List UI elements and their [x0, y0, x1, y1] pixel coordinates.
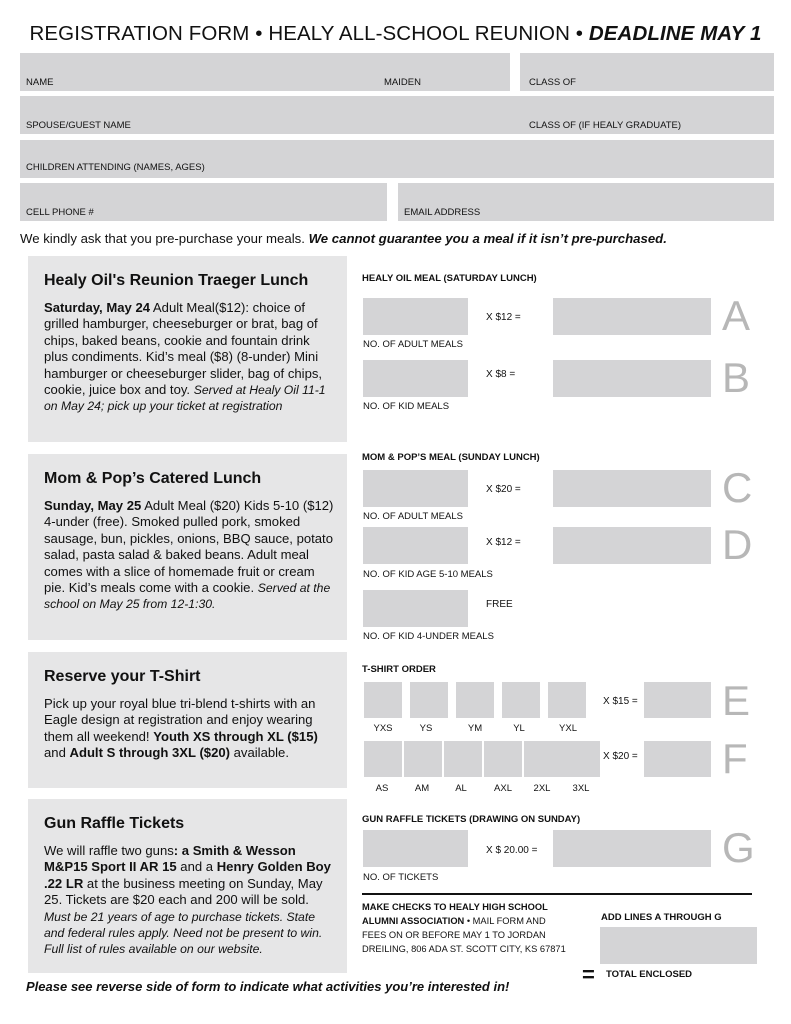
- healy-kid-label: NO. OF KID MEALS: [363, 401, 450, 412]
- equals-sign: =: [582, 962, 595, 987]
- adult-2xl-input[interactable]: [524, 741, 562, 777]
- raffle-qty-input[interactable]: [363, 830, 468, 867]
- line-d-total-input[interactable]: [553, 527, 711, 564]
- name-label: NAME: [26, 77, 54, 88]
- traeger-lunch-panel: [28, 256, 347, 442]
- catered-date: Sunday, May 25: [44, 498, 142, 513]
- youth-calc: X $15 =: [603, 696, 638, 707]
- size-label: 3XL: [572, 783, 590, 794]
- meal-note-plain: We kindly ask that you pre-purchase your meals.: [20, 231, 309, 246]
- mom-kid-calc: X $12 =: [486, 537, 521, 548]
- size-label: 2XL: [533, 783, 551, 794]
- healy-adult-calc: X $12 =: [486, 312, 521, 323]
- name-field[interactable]: [20, 53, 510, 91]
- meal-note-emphasis: We cannot guarantee you a meal if it isn’t pre-purchased.: [308, 231, 667, 246]
- mom-adult-label: NO. OF ADULT MEALS: [363, 511, 463, 522]
- size-label: AL: [455, 783, 467, 794]
- mom-under-label: NO. OF KID 4-UNDER MEALS: [363, 631, 494, 642]
- class-of-field[interactable]: [520, 53, 774, 91]
- line-f-total-input[interactable]: [644, 741, 711, 777]
- raffle-calc: X $ 20.00 =: [486, 845, 538, 856]
- raffle-body3: at the business meeting on Sunday, May 25. Tickets are $20 each and 200 will be sold.: [44, 875, 323, 908]
- mom-under-qty-input[interactable]: [363, 590, 468, 627]
- healy-adult-label: NO. OF ADULT MEALS: [363, 339, 463, 350]
- catered-served: Served at the school on May 25 from 12-1:30.: [44, 581, 331, 612]
- raffle-gun1: : a Smith & Wesson M&P15 Sport II AR 15: [44, 843, 296, 875]
- tshirt-and: and: [44, 745, 70, 761]
- youth-s-input[interactable]: [410, 682, 448, 718]
- size-label: AM: [414, 783, 430, 794]
- adult-m-input[interactable]: [404, 741, 442, 777]
- raffle-title: Gun Raffle Tickets: [44, 815, 185, 832]
- line-b-letter: B: [722, 354, 751, 401]
- youth-xs-input[interactable]: [364, 682, 402, 718]
- tshirt-available: available.: [230, 745, 289, 761]
- line-f-letter: F: [722, 735, 748, 782]
- mom-kid-label: NO. OF KID AGE 5-10 MEALS: [363, 569, 493, 580]
- raffle-order-heading: GUN RAFFLE TICKETS (DRAWING ON SUNDAY): [362, 814, 581, 825]
- footer-note: Please see reverse side of form to indicate what activities you’re interested in!: [26, 979, 510, 994]
- check-mailing: • MAIL FORM AND FEES ON OR BEFORE MAY 1 TO JORDAN DREILING, 806 ADA ST. SCOTT CITY, KS 67871: [362, 916, 566, 954]
- check-payee: MAKE CHECKS TO HEALY HIGH SCHOOL ALUMNI ASSOCIATION: [362, 902, 548, 926]
- adult-xl-input[interactable]: [484, 741, 522, 777]
- healy-adult-qty-input[interactable]: [363, 298, 468, 335]
- check-instructions: [362, 900, 567, 956]
- title-deadline: DEADLINE MAY 1: [588, 22, 762, 45]
- traeger-body: Adult Meal($12): choice of grilled hamburger, cheeseburger or brat, bag of chips, baked beans, cookie and fountain drink plus condiments. Kid’s meal ($8) (8-under) Mini hamburger or cheeseburger slider, bag of chips, cookie, juice box and toy.: [44, 300, 323, 398]
- adult-calc: X $20 =: [603, 751, 638, 762]
- spouse-field[interactable]: [20, 96, 774, 134]
- size-label: YL: [513, 723, 525, 734]
- line-b-total-input[interactable]: [553, 360, 711, 397]
- divider: [362, 893, 752, 895]
- raffle-description: [44, 843, 336, 958]
- raffle-body2: and a: [176, 859, 217, 875]
- maiden-label: MAIDEN: [384, 77, 421, 88]
- youth-xl-input[interactable]: [548, 682, 586, 718]
- size-label: YXL: [559, 723, 577, 734]
- tshirt-body: Pick up your royal blue tri-blend t-shirts with an Eagle design at registration and enjoy wearing them all weekend!: [44, 696, 316, 744]
- mom-under-calc: FREE: [486, 599, 513, 610]
- children-label: CHILDREN ATTENDING (NAMES, AGES): [26, 162, 205, 173]
- tshirt-description: [44, 696, 336, 762]
- size-label: YXS: [373, 723, 393, 734]
- cell-phone-label: CELL PHONE #: [26, 207, 94, 218]
- traeger-served: Served at Healy Oil 11-1 on May 24; pick up your ticket at registration: [44, 383, 326, 414]
- cell-phone-field[interactable]: [20, 183, 387, 221]
- email-label: EMAIL ADDRESS: [404, 207, 481, 218]
- raffle-panel: [28, 799, 347, 973]
- tshirt-youth-price: Youth XS through XL ($15): [153, 728, 318, 744]
- traeger-title: Healy Oil's Reunion Traeger Lunch: [44, 272, 309, 289]
- line-c-total-input[interactable]: [553, 470, 711, 507]
- line-g-total-input[interactable]: [553, 830, 711, 867]
- adult-s-input[interactable]: [364, 741, 402, 777]
- spouse-label: SPOUSE/GUEST NAME: [26, 120, 131, 131]
- mom-adult-qty-input[interactable]: [363, 470, 468, 507]
- title-main: REGISTRATION FORM • HEALY ALL-SCHOOL REUNION •: [29, 22, 589, 45]
- raffle-gun2: Henry Golden Boy .22 LR: [44, 859, 331, 891]
- total-enclosed-label: TOTAL ENCLOSED: [606, 969, 693, 980]
- catered-title: Mom & Pop’s Catered Lunch: [44, 470, 262, 487]
- catered-lunch-panel: [28, 454, 347, 640]
- raffle-rules: Must be 21 years of age to purchase tickets. State and federal rules apply. Need not be present to win. Full list of rules available on our website.: [44, 909, 323, 957]
- children-field[interactable]: [20, 140, 774, 178]
- line-c-letter: C: [722, 464, 753, 511]
- tshirt-panel: [28, 652, 347, 788]
- line-g-letter: G: [722, 824, 755, 871]
- adult-3xl-input[interactable]: [562, 741, 600, 777]
- size-label: YS: [419, 723, 433, 734]
- size-label: AXL: [494, 783, 512, 794]
- catered-body: Adult Meal ($20) Kids 5-10 ($12) 4-under (free). Smoked pulled pork, smoked sausage, bun, pickles, onions, BBQ sauce, potato salad, pasta salad & baked beans. Adult meal comes with a slice of homemade fruit or cream pie. Kid’s meals come with a cookie.: [44, 498, 334, 596]
- youth-l-input[interactable]: [502, 682, 540, 718]
- meal-note: [20, 231, 667, 246]
- mom-pop-heading: MOM & POP’S MEAL (SUNDAY LUNCH): [362, 452, 540, 463]
- healy-kid-calc: X $8 =: [486, 369, 516, 380]
- adult-l-input[interactable]: [444, 741, 482, 777]
- tshirt-adult-price: Adult S through 3XL ($20): [69, 745, 231, 761]
- mom-kid-qty-input[interactable]: [363, 527, 468, 564]
- youth-m-input[interactable]: [456, 682, 494, 718]
- tshirt-order-heading: T-SHIRT ORDER: [362, 664, 436, 675]
- email-field[interactable]: [398, 183, 774, 221]
- healy-meal-heading: HEALY OIL MEAL (SATURDAY LUNCH): [362, 273, 537, 284]
- raffle-qty-label: NO. OF TICKETS: [363, 872, 439, 883]
- traeger-date: Saturday, May 24: [44, 300, 151, 315]
- size-label: AS: [375, 783, 389, 794]
- line-e-total-input[interactable]: [644, 682, 711, 718]
- traeger-description: [44, 300, 336, 415]
- line-e-letter: E: [722, 677, 751, 724]
- line-d-letter: D: [722, 521, 753, 568]
- spouse-class-label: CLASS OF (IF HEALY GRADUATE): [529, 120, 682, 131]
- total-enclosed-input[interactable]: [600, 927, 757, 964]
- raffle-body1: We will raffle two guns: [44, 843, 174, 858]
- mom-adult-calc: X $20 =: [486, 484, 521, 495]
- tshirt-title: Reserve your T-Shirt: [44, 668, 201, 685]
- catered-description: [44, 498, 336, 613]
- healy-kid-qty-input[interactable]: [363, 360, 468, 397]
- class-of-label: CLASS OF: [529, 77, 576, 88]
- line-a-total-input[interactable]: [553, 298, 711, 335]
- line-a-letter: A: [722, 292, 751, 339]
- add-lines-label: ADD LINES A THROUGH G: [601, 912, 722, 923]
- size-label: YM: [467, 723, 483, 734]
- form-title: [0, 22, 791, 46]
